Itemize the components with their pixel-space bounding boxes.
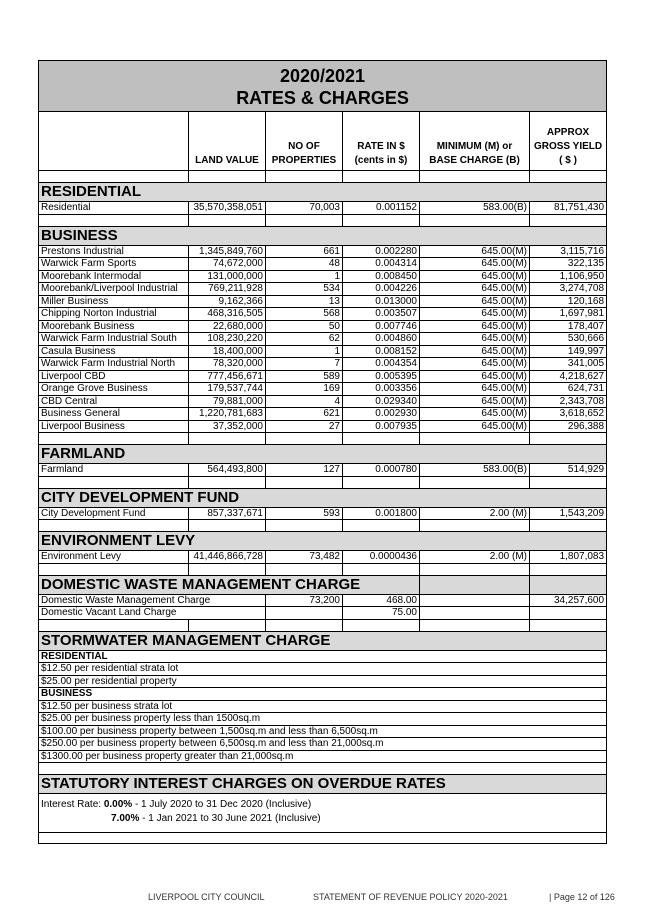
row-minimum: 645.00(M) xyxy=(420,245,530,258)
empty-cell xyxy=(266,214,343,226)
table-row xyxy=(39,408,607,421)
header-name xyxy=(39,112,189,171)
table-row xyxy=(39,308,607,321)
empty-cell xyxy=(530,520,607,532)
row-name: Liverpool Business xyxy=(39,420,189,433)
interest-period-2: - 1 Jan 2021 to 30 June 2021 (Inclusive) xyxy=(139,813,321,824)
table-row xyxy=(39,283,607,296)
row-properties: 589 xyxy=(266,370,343,383)
storm-item: $25.00 per residential property xyxy=(39,675,607,688)
empty-cell xyxy=(420,575,530,594)
row-rate: 0.002930 xyxy=(343,408,420,421)
row-yield: 1,106,950 xyxy=(530,270,607,283)
row-name: Domestic Vacant Land Charge xyxy=(39,607,266,620)
row-land-value: 131,000,000 xyxy=(189,270,266,283)
row-rate: 0.013000 xyxy=(343,295,420,308)
storm-residential-label: RESIDENTIAL xyxy=(39,650,607,663)
table-row xyxy=(39,607,607,620)
table-row xyxy=(39,551,607,564)
row-yield: 120,168 xyxy=(530,295,607,308)
empty-cell xyxy=(420,520,530,532)
header-properties: NO OF PROPERTIES xyxy=(266,112,343,171)
interest-row xyxy=(39,794,607,833)
row-properties: 70,003 xyxy=(266,202,343,215)
rates-table xyxy=(38,60,607,844)
section-title: CITY DEVELOPMENT FUND xyxy=(39,488,607,507)
row-land-value: 37,352,000 xyxy=(189,420,266,433)
row-properties: 73,200 xyxy=(266,594,343,607)
table-row xyxy=(39,333,607,346)
empty-cell xyxy=(420,476,530,488)
header-rate: RATE IN $ (cents in $) xyxy=(343,112,420,171)
row-land-value: 769,211,928 xyxy=(189,283,266,296)
row-yield: 34,257,600 xyxy=(530,594,607,607)
row-name: Residential xyxy=(39,202,189,215)
row-land-value: 1,220,781,683 xyxy=(189,408,266,421)
row-properties: 50 xyxy=(266,320,343,333)
list-item xyxy=(39,663,607,676)
empty-cell xyxy=(189,563,266,575)
row-rate: 0.004354 xyxy=(343,358,420,371)
spacer-row xyxy=(39,476,607,488)
footer-page-number: | Page 12 of 126 xyxy=(549,892,615,902)
row-yield: 178,407 xyxy=(530,320,607,333)
footer-council: LIVERPOOL CITY COUNCIL xyxy=(148,892,265,902)
row-name: Moorebank Business xyxy=(39,320,189,333)
row-rate: 0.005395 xyxy=(343,370,420,383)
row-name: Warwick Farm Sports xyxy=(39,258,189,271)
section-title: BUSINESS xyxy=(39,226,607,245)
row-land-value: 79,881,000 xyxy=(189,395,266,408)
row-minimum: 2.00 (M) xyxy=(420,551,530,564)
empty-cell xyxy=(343,433,420,445)
row-minimum: 645.00(M) xyxy=(420,408,530,421)
empty-cell xyxy=(39,563,189,575)
row-properties: 62 xyxy=(266,333,343,346)
row-land-value: 179,537,744 xyxy=(189,383,266,396)
table-row xyxy=(39,358,607,371)
spacer-row xyxy=(39,763,607,775)
table-row xyxy=(39,320,607,333)
row-yield: 4,218,627 xyxy=(530,370,607,383)
row-rate: 0.008450 xyxy=(343,270,420,283)
storm-business-label: BUSINESS xyxy=(39,688,607,701)
row-properties: 621 xyxy=(266,408,343,421)
row-minimum: 645.00(M) xyxy=(420,333,530,346)
row-properties: 27 xyxy=(266,420,343,433)
row-rate: 0.003507 xyxy=(343,308,420,321)
row-minimum: 645.00(M) xyxy=(420,295,530,308)
empty-cell xyxy=(530,476,607,488)
row-minimum: 645.00(M) xyxy=(420,395,530,408)
section-residential xyxy=(39,183,607,202)
row-name: Prestons Industrial xyxy=(39,245,189,258)
row-land-value: 22,680,000 xyxy=(189,320,266,333)
empty-cell xyxy=(266,520,343,532)
section-environment-levy xyxy=(39,532,607,551)
row-rate: 0.0000436 xyxy=(343,551,420,564)
row-rate: 0.004226 xyxy=(343,283,420,296)
row-name: Business General xyxy=(39,408,189,421)
section-business xyxy=(39,226,607,245)
row-name: Warwick Farm Industrial South xyxy=(39,333,189,346)
table-row xyxy=(39,295,607,308)
empty-cell xyxy=(530,619,607,631)
row-land-value: 108,230,220 xyxy=(189,333,266,346)
row-yield xyxy=(530,607,607,620)
table-row xyxy=(39,383,607,396)
row-minimum: 583.00(B) xyxy=(420,464,530,477)
table-row xyxy=(39,370,607,383)
row-yield: 3,274,708 xyxy=(530,283,607,296)
table-row xyxy=(39,345,607,358)
table-row xyxy=(39,202,607,215)
row-rate: 0.004314 xyxy=(343,258,420,271)
row-name: Miller Business xyxy=(39,295,189,308)
row-name: City Development Fund xyxy=(39,507,189,520)
row-rate: 0.029340 xyxy=(343,395,420,408)
row-land-value: 857,337,671 xyxy=(189,507,266,520)
row-land-value: 18,400,000 xyxy=(189,345,266,358)
row-yield: 624,731 xyxy=(530,383,607,396)
empty-cell xyxy=(420,607,530,620)
row-name: Moorebank/Liverpool Industrial xyxy=(39,283,189,296)
row-minimum: 645.00(M) xyxy=(420,370,530,383)
interest-details xyxy=(39,794,607,833)
row-properties: 48 xyxy=(266,258,343,271)
section-title: STATUTORY INTEREST CHARGES ON OVERDUE RATES xyxy=(39,775,607,794)
row-properties: 593 xyxy=(266,507,343,520)
rates-sheet xyxy=(38,60,606,844)
row-minimum: 645.00(M) xyxy=(420,345,530,358)
row-properties: 661 xyxy=(266,245,343,258)
empty-cell xyxy=(420,171,530,183)
row-rate: 0.001800 xyxy=(343,507,420,520)
section-domestic-waste xyxy=(39,575,607,594)
section-title: ENVIRONMENT LEVY xyxy=(39,532,607,551)
row-name: Farmland xyxy=(39,464,189,477)
empty-cell xyxy=(39,619,189,631)
table-row xyxy=(39,258,607,271)
row-rate: 0.007935 xyxy=(343,420,420,433)
table-row xyxy=(39,245,607,258)
empty-cell xyxy=(530,171,607,183)
empty-cell xyxy=(343,214,420,226)
storm-item: $100.00 per business property between 1,500sq.m and less than 6,500sq.m xyxy=(39,725,607,738)
empty-cell xyxy=(189,520,266,532)
table-row xyxy=(39,464,607,477)
empty-cell xyxy=(189,171,266,183)
empty-cell xyxy=(266,619,343,631)
list-item xyxy=(39,725,607,738)
row-minimum: 645.00(M) xyxy=(420,383,530,396)
empty-cell xyxy=(39,763,607,775)
row-yield: 2,343,708 xyxy=(530,395,607,408)
row-charge: 75.00 xyxy=(343,607,420,620)
spacer-row xyxy=(39,619,607,631)
row-properties: 13 xyxy=(266,295,343,308)
storm-subheading xyxy=(39,650,607,663)
interest-rate-1: 0.00% xyxy=(103,799,133,810)
empty-cell xyxy=(189,476,266,488)
row-yield: 81,751,430 xyxy=(530,202,607,215)
table-row xyxy=(39,395,607,408)
section-title: DOMESTIC WASTE MANAGEMENT CHARGE xyxy=(39,575,420,594)
empty-cell xyxy=(530,433,607,445)
spacer-row xyxy=(39,214,607,226)
empty-cell xyxy=(343,563,420,575)
row-rate: 0.004860 xyxy=(343,333,420,346)
title-main: RATES & CHARGES xyxy=(236,88,409,108)
empty-cell xyxy=(189,433,266,445)
section-title: RESIDENTIAL xyxy=(39,183,607,202)
title-year: 2020/2021 xyxy=(279,66,366,86)
empty-cell xyxy=(420,563,530,575)
row-rate: 0.003356 xyxy=(343,383,420,396)
empty-cell xyxy=(39,520,189,532)
row-land-value: 1,345,849,760 xyxy=(189,245,266,258)
row-land-value: 9,162,366 xyxy=(189,295,266,308)
row-name: Liverpool CBD xyxy=(39,370,189,383)
section-interest xyxy=(39,775,607,794)
section-city-development-fund xyxy=(39,488,607,507)
empty-cell xyxy=(266,433,343,445)
storm-item: $25.00 per business property less than 1500sq.m xyxy=(39,713,607,726)
storm-item: $12.50 per residential strata lot xyxy=(39,663,607,676)
footer-document: STATEMENT OF REVENUE POLICY 2020-2021 xyxy=(313,892,508,902)
row-rate: 0.008152 xyxy=(343,345,420,358)
empty-cell xyxy=(420,214,530,226)
storm-item: $12.50 per business strata lot xyxy=(39,700,607,713)
row-properties: 169 xyxy=(266,383,343,396)
row-minimum: 645.00(M) xyxy=(420,283,530,296)
empty-cell xyxy=(343,520,420,532)
header-row xyxy=(39,112,607,171)
row-minimum: 645.00(M) xyxy=(420,320,530,333)
row-land-value: 564,493,800 xyxy=(189,464,266,477)
row-charge: 468.00 xyxy=(343,594,420,607)
row-minimum: 2.00 (M) xyxy=(420,507,530,520)
empty-cell xyxy=(39,476,189,488)
row-properties: 568 xyxy=(266,308,343,321)
empty-cell xyxy=(189,214,266,226)
empty-cell xyxy=(343,476,420,488)
row-yield: 296,388 xyxy=(530,420,607,433)
row-rate: 0.002280 xyxy=(343,245,420,258)
storm-subheading xyxy=(39,688,607,701)
list-item xyxy=(39,738,607,751)
empty-cell xyxy=(530,575,607,594)
row-name: Domestic Waste Management Charge xyxy=(39,594,266,607)
empty-cell xyxy=(530,563,607,575)
row-properties: 4 xyxy=(266,395,343,408)
spacer-row xyxy=(39,833,607,844)
row-yield: 514,929 xyxy=(530,464,607,477)
row-rate: 0.007746 xyxy=(343,320,420,333)
empty-cell xyxy=(39,833,607,844)
row-name: Environment Levy xyxy=(39,551,189,564)
row-yield: 1,807,083 xyxy=(530,551,607,564)
interest-rate-2: 7.00% xyxy=(111,813,140,824)
row-land-value: 78,320,000 xyxy=(189,358,266,371)
section-farmland xyxy=(39,445,607,464)
row-yield: 3,618,652 xyxy=(530,408,607,421)
row-minimum: 583.00(B) xyxy=(420,202,530,215)
interest-label: Interest Rate: xyxy=(41,799,102,810)
storm-item: $1300.00 per business property greater than 21,000sq.m xyxy=(39,750,607,763)
row-properties: 1 xyxy=(266,270,343,283)
empty-cell xyxy=(343,171,420,183)
empty-cell xyxy=(420,619,530,631)
section-title: STORMWATER MANAGEMENT CHARGE xyxy=(39,631,607,650)
row-yield: 341,005 xyxy=(530,358,607,371)
row-properties xyxy=(266,607,343,620)
row-name: Moorebank Intermodal xyxy=(39,270,189,283)
list-item xyxy=(39,713,607,726)
row-land-value: 41,446,866,728 xyxy=(189,551,266,564)
section-title: FARMLAND xyxy=(39,445,607,464)
row-name: Chipping Norton Industrial xyxy=(39,308,189,321)
empty-cell xyxy=(530,214,607,226)
list-item xyxy=(39,675,607,688)
interest-period-1: - 1 July 2020 to 31 Dec 2020 (Inclusive) xyxy=(132,799,312,810)
row-rate: 0.001152 xyxy=(343,202,420,215)
spacer-row xyxy=(39,171,607,183)
row-minimum: 645.00(M) xyxy=(420,258,530,271)
empty-cell xyxy=(266,171,343,183)
row-properties: 127 xyxy=(266,464,343,477)
table-row xyxy=(39,594,607,607)
row-properties: 73,482 xyxy=(266,551,343,564)
section-stormwater xyxy=(39,631,607,650)
spacer-row xyxy=(39,520,607,532)
row-rate: 0.000780 xyxy=(343,464,420,477)
empty-cell xyxy=(189,619,266,631)
row-land-value: 74,672,000 xyxy=(189,258,266,271)
row-properties: 7 xyxy=(266,358,343,371)
row-land-value: 35,570,358,051 xyxy=(189,202,266,215)
row-name: Orange Grove Business xyxy=(39,383,189,396)
empty-cell xyxy=(39,214,189,226)
empty-cell xyxy=(39,433,189,445)
row-yield: 322,135 xyxy=(530,258,607,271)
empty-cell xyxy=(266,476,343,488)
empty-cell xyxy=(420,433,530,445)
header-yield: APPROX GROSS YIELD ( $ ) xyxy=(530,112,607,171)
empty-cell xyxy=(343,619,420,631)
list-item xyxy=(39,750,607,763)
row-minimum: 645.00(M) xyxy=(420,420,530,433)
empty-cell xyxy=(420,594,530,607)
row-yield: 3,115,716 xyxy=(530,245,607,258)
row-properties: 534 xyxy=(266,283,343,296)
row-minimum: 645.00(M) xyxy=(420,308,530,321)
table-row xyxy=(39,420,607,433)
header-minimum: MINIMUM (M) or BASE CHARGE (B) xyxy=(420,112,530,171)
row-yield: 149,997 xyxy=(530,345,607,358)
storm-item: $250.00 per business property between 6,500sq.m and less than 21,000sq.m xyxy=(39,738,607,751)
row-minimum: 645.00(M) xyxy=(420,270,530,283)
row-name: Warwick Farm Industrial North xyxy=(39,358,189,371)
row-name: Casula Business xyxy=(39,345,189,358)
row-yield: 530,666 xyxy=(530,333,607,346)
row-minimum: 645.00(M) xyxy=(420,358,530,371)
row-yield: 1,697,981 xyxy=(530,308,607,321)
row-land-value: 777,456,671 xyxy=(189,370,266,383)
empty-cell xyxy=(39,171,189,183)
row-yield: 1,543,209 xyxy=(530,507,607,520)
row-land-value: 468,316,505 xyxy=(189,308,266,321)
page-title xyxy=(39,61,607,112)
header-land-value: LAND VALUE xyxy=(189,112,266,171)
table-row xyxy=(39,270,607,283)
list-item xyxy=(39,700,607,713)
row-properties: 1 xyxy=(266,345,343,358)
empty-cell xyxy=(266,563,343,575)
table-row xyxy=(39,507,607,520)
spacer-row xyxy=(39,563,607,575)
spacer-row xyxy=(39,433,607,445)
row-name: CBD Central xyxy=(39,395,189,408)
